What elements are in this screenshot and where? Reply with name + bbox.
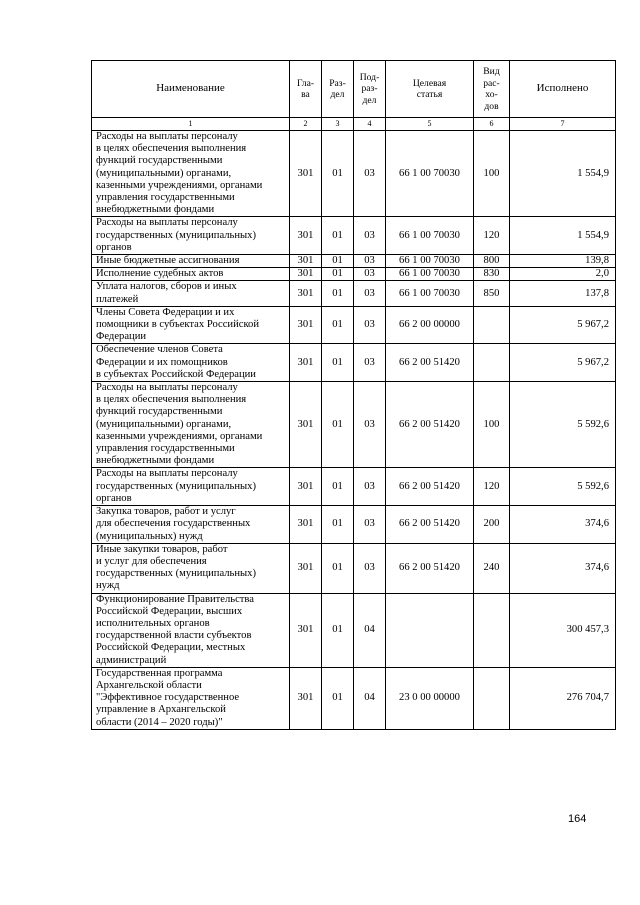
cell-podrazdel: 04: [354, 667, 386, 729]
header-glava: Гла- ва: [290, 61, 322, 118]
cell-name: Обеспечение членов Совета Федерации и их помощников в субъектах Российской Федерации: [92, 344, 290, 382]
cell-name: Расходы на выплаты персоналу государственных (муниципальных) органов: [92, 217, 290, 255]
cell-name: Функционирование Правительства Российской Федерации, высших исполнительных органов государственной власти субъектов Российской Федерации, местных администраций: [92, 593, 290, 667]
cell-podrazdel: 03: [354, 506, 386, 544]
cell-executed: 300 457,3: [510, 593, 616, 667]
cell-vid: [474, 593, 510, 667]
cell-glava: 301: [290, 131, 322, 217]
cell-target: 66 1 00 70030: [386, 281, 474, 306]
cell-target: 66 2 00 51420: [386, 382, 474, 468]
table-row: [92, 468, 616, 506]
cell-target: [386, 593, 474, 667]
cell-name: Иные бюджетные ассигнования: [92, 255, 290, 268]
cell-glava: 301: [290, 593, 322, 667]
cell-vid: 120: [474, 217, 510, 255]
cell-glava: 301: [290, 268, 322, 281]
cell-vid: [474, 667, 510, 729]
cell-executed: 5 592,6: [510, 382, 616, 468]
cell-glava: 301: [290, 344, 322, 382]
table-row: [92, 593, 616, 667]
cell-executed: 1 554,9: [510, 217, 616, 255]
cell-podrazdel: 04: [354, 593, 386, 667]
table-row: [92, 131, 616, 217]
cell-vid: [474, 306, 510, 344]
cell-podrazdel: 03: [354, 268, 386, 281]
table-row: [92, 306, 616, 344]
table-row: [92, 281, 616, 306]
column-number: 7: [510, 118, 616, 131]
column-number: 5: [386, 118, 474, 131]
column-number: 4: [354, 118, 386, 131]
cell-vid: [474, 344, 510, 382]
cell-glava: 301: [290, 255, 322, 268]
cell-target: 66 1 00 70030: [386, 217, 474, 255]
cell-razdel: 01: [322, 506, 354, 544]
header-vid: Вид рас- хо- дов: [474, 61, 510, 118]
cell-glava: 301: [290, 667, 322, 729]
cell-executed: 374,6: [510, 506, 616, 544]
cell-name: Исполнение судебных актов: [92, 268, 290, 281]
cell-target: 66 2 00 51420: [386, 468, 474, 506]
table-row: [92, 667, 616, 729]
table-row: [92, 344, 616, 382]
cell-name: Закупка товаров, работ и услуг для обеспечения государственных (муниципальных) нужд: [92, 506, 290, 544]
cell-podrazdel: 03: [354, 468, 386, 506]
header-podrazdel: Под- раз- дел: [354, 61, 386, 118]
table-row: [92, 217, 616, 255]
cell-vid: 100: [474, 382, 510, 468]
column-number: 6: [474, 118, 510, 131]
table-row: [92, 255, 616, 268]
cell-target: 66 2 00 51420: [386, 344, 474, 382]
cell-razdel: 01: [322, 468, 354, 506]
cell-podrazdel: 03: [354, 217, 386, 255]
cell-vid: 850: [474, 281, 510, 306]
cell-podrazdel: 03: [354, 131, 386, 217]
cell-executed: 5 592,6: [510, 468, 616, 506]
cell-vid: 100: [474, 131, 510, 217]
header-executed: Исполнено: [510, 61, 616, 118]
cell-executed: 2,0: [510, 268, 616, 281]
table-body: [92, 131, 616, 730]
cell-glava: 301: [290, 468, 322, 506]
cell-target: 23 0 00 00000: [386, 667, 474, 729]
cell-glava: 301: [290, 506, 322, 544]
cell-target: 66 2 00 00000: [386, 306, 474, 344]
cell-glava: 301: [290, 306, 322, 344]
cell-name: Государственная программа Архангельской области "Эффективное государственное управление в Архангельской области (2014 – 2020 годы)": [92, 667, 290, 729]
cell-glava: 301: [290, 543, 322, 593]
cell-vid: 240: [474, 543, 510, 593]
cell-target: 66 2 00 51420: [386, 506, 474, 544]
cell-executed: 5 967,2: [510, 344, 616, 382]
cell-podrazdel: 03: [354, 382, 386, 468]
cell-target: 66 1 00 70030: [386, 131, 474, 217]
cell-razdel: 01: [322, 543, 354, 593]
cell-name: Расходы на выплаты персоналу в целях обеспечения выполнения функций государственными (муниципальными) органами, казенными учреждениями, органами управления государственными внебюджетными фондами: [92, 382, 290, 468]
cell-podrazdel: 03: [354, 344, 386, 382]
cell-razdel: 01: [322, 593, 354, 667]
cell-name: Иные закупки товаров, работ и услуг для обеспечения государственных (муниципальных) нужд: [92, 543, 290, 593]
table-row: [92, 382, 616, 468]
cell-podrazdel: 03: [354, 281, 386, 306]
page-number: 164: [568, 813, 587, 825]
cell-razdel: 01: [322, 382, 354, 468]
cell-name: Члены Совета Федерации и их помощники в субъектах Российской Федерации: [92, 306, 290, 344]
cell-executed: 374,6: [510, 543, 616, 593]
header-name: Наименование: [92, 61, 290, 118]
column-number: 1: [92, 118, 290, 131]
header-row: [92, 61, 616, 118]
cell-podrazdel: 03: [354, 255, 386, 268]
cell-razdel: 01: [322, 255, 354, 268]
cell-name: Уплата налогов, сборов и иных платежей: [92, 281, 290, 306]
cell-name: Расходы на выплаты персоналу государственных (муниципальных) органов: [92, 468, 290, 506]
cell-executed: 5 967,2: [510, 306, 616, 344]
column-number: 3: [322, 118, 354, 131]
table-row: [92, 543, 616, 593]
cell-executed: 137,8: [510, 281, 616, 306]
table-row: [92, 506, 616, 544]
cell-glava: 301: [290, 281, 322, 306]
cell-razdel: 01: [322, 344, 354, 382]
cell-vid: 800: [474, 255, 510, 268]
cell-podrazdel: 03: [354, 306, 386, 344]
cell-razdel: 01: [322, 217, 354, 255]
column-number: 2: [290, 118, 322, 131]
cell-vid: 200: [474, 506, 510, 544]
budget-table: [91, 60, 616, 730]
cell-podrazdel: 03: [354, 543, 386, 593]
column-number-row: [92, 118, 616, 131]
cell-executed: 139,8: [510, 255, 616, 268]
cell-executed: 276 704,7: [510, 667, 616, 729]
table-row: [92, 268, 616, 281]
cell-vid: 120: [474, 468, 510, 506]
cell-vid: 830: [474, 268, 510, 281]
cell-target: 66 1 00 70030: [386, 268, 474, 281]
header-razdel: Раз- дел: [322, 61, 354, 118]
cell-target: 66 2 00 51420: [386, 543, 474, 593]
cell-target: 66 1 00 70030: [386, 255, 474, 268]
cell-razdel: 01: [322, 306, 354, 344]
header-target: Целевая статья: [386, 61, 474, 118]
cell-razdel: 01: [322, 131, 354, 217]
cell-name: Расходы на выплаты персоналу в целях обеспечения выполнения функций государственными (муниципальными) органами, казенными учреждениями, органами управления государственными внебюджетными фондами: [92, 131, 290, 217]
cell-razdel: 01: [322, 667, 354, 729]
cell-glava: 301: [290, 217, 322, 255]
cell-executed: 1 554,9: [510, 131, 616, 217]
cell-glava: 301: [290, 382, 322, 468]
cell-razdel: 01: [322, 268, 354, 281]
cell-razdel: 01: [322, 281, 354, 306]
